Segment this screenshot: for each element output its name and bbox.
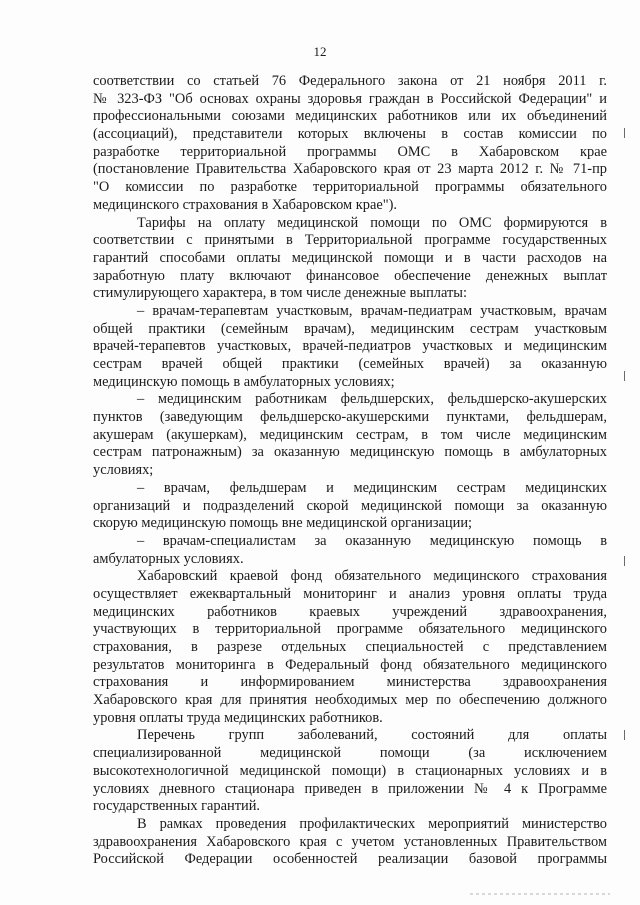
text-line: организаций и подразделений скорой медицинской помощи за оказанную [93, 497, 607, 514]
text-line: страхования, в разрезе отдельных специальностей с представлением [93, 639, 607, 655]
text-line: государственных гарантий. [93, 798, 260, 815]
text-line: № 323-ФЗ "Об основах охраны здоровья граждан в Российской Федерации" и [93, 90, 607, 107]
text-line: врачей-терапевтов участковых, врачей-педиатров участковых и медицинским [93, 338, 607, 355]
text-line: участвующих в территориальной программе обязательного медицинского [93, 621, 607, 638]
text-line: Хабаровского края для принятия необходимых мер по обеспечению должного [93, 692, 607, 709]
margin-mark [624, 371, 625, 381]
text-line: высокотехнологичной медицинской помощи) в стационарных условиях и в [93, 762, 607, 779]
document-body [93, 73, 607, 869]
text-line: (постановление Правительства Хабаровского края от 23 марта 2012 г. № 71-пр [93, 161, 607, 178]
text-line: акушерам (акушеркам), медицинским сестрам, в том числе медицинским [93, 426, 607, 443]
text-line: медицинскую помощь в амбулаторных условиях; [93, 373, 395, 390]
text-line: – врачам, фельдшерам и медицинским сестрам медицинских [137, 479, 607, 496]
text-line: В рамках проведения профилактических мероприятий министерство [137, 815, 607, 832]
text-line: профессиональными союзами медицинских работников или их объединений [93, 108, 607, 125]
text-line: здравоохранения Хабаровского края с учетом установленных Правительством [93, 833, 607, 850]
text-line: – врачам-терапевтам участковым, врачам-педиатрам участковым, врачам [137, 302, 607, 319]
text-line: заработную плату включают финансовое обеспечение денежных выплат [93, 267, 607, 284]
text-line: пунктов (заведующим фельдшерско-акушерскими пунктами, фельдшерам, [93, 409, 607, 426]
text-line: – врачам-специалистам за оказанную медицинскую помощь в [137, 532, 607, 549]
text-line: Хабаровский краевой фонд обязательного медицинского страхования [137, 568, 607, 585]
text-line: условиях дневного стационара приведен в приложении № 4 к Программе [93, 780, 607, 797]
text-line: медицинского страхования в Хабаровском крае"). [93, 196, 397, 213]
margin-mark [624, 730, 625, 740]
scan-edge [470, 893, 610, 895]
text-line: (ассоциаций), представители которых включены в состав комиссии по [93, 126, 607, 143]
text-line: "О комиссии по разработке территориальной программы обязательного [93, 179, 607, 196]
margin-mark [624, 556, 625, 566]
text-line: Перечень групп заболеваний, состояний для оплаты [137, 727, 607, 744]
text-line: соответствии с принятыми в Территориальной программе государственных [93, 232, 607, 249]
text-line: результатов мониторинга в Федеральный фонд обязательного медицинского [93, 656, 607, 673]
text-line: сестрам патронажным) за оказанную медицинскую помощь в амбулаторных [93, 444, 607, 461]
text-line: страхования и информированием министерства здравоохранения [93, 674, 607, 691]
margin-mark [624, 128, 625, 138]
page-number: 12 [313, 44, 327, 59]
text-line: – медицинским работникам фельдшерских, фельдшерско-акушерских [137, 391, 607, 408]
text-line: стимулирующего характера, в том числе денежные выплаты: [93, 285, 467, 302]
text-line: медицинских работников краевых учреждений здравоохранения, [93, 603, 607, 620]
text-line: осуществляет ежеквартальный мониторинг и анализ уровня оплаты труда [93, 585, 607, 602]
text-line: уровня оплаты труда медицинских работников. [93, 709, 383, 726]
text-line: скорую медицинскую помощь вне медицинской организации; [93, 515, 473, 532]
text-line: амбулаторных условиях. [93, 550, 244, 567]
text-line: Тарифы на оплату медицинской помощи по ОМС формируются в [137, 214, 607, 231]
text-line: условиях; [93, 462, 154, 479]
text-line: Российской Федерации особенностей реализации базовой программы [93, 851, 607, 868]
text-line: специализированной медицинской помощи (за исключением [93, 745, 607, 762]
text-line: гарантий способами оплаты медицинской помощи и в части расходов на [93, 249, 607, 266]
text-line: сестрам врачей общей практики (семейных врачей) за оказанную [93, 356, 607, 372]
text-line: общей практики (семейным врачам), медицинским сестрам участковым [93, 320, 607, 337]
text-line: разработке территориальной программы ОМС в Хабаровском крае [93, 143, 607, 160]
text-line: соответствии со статьей 76 Федерального закона от 21 ноября 2011 г. [93, 73, 607, 89]
